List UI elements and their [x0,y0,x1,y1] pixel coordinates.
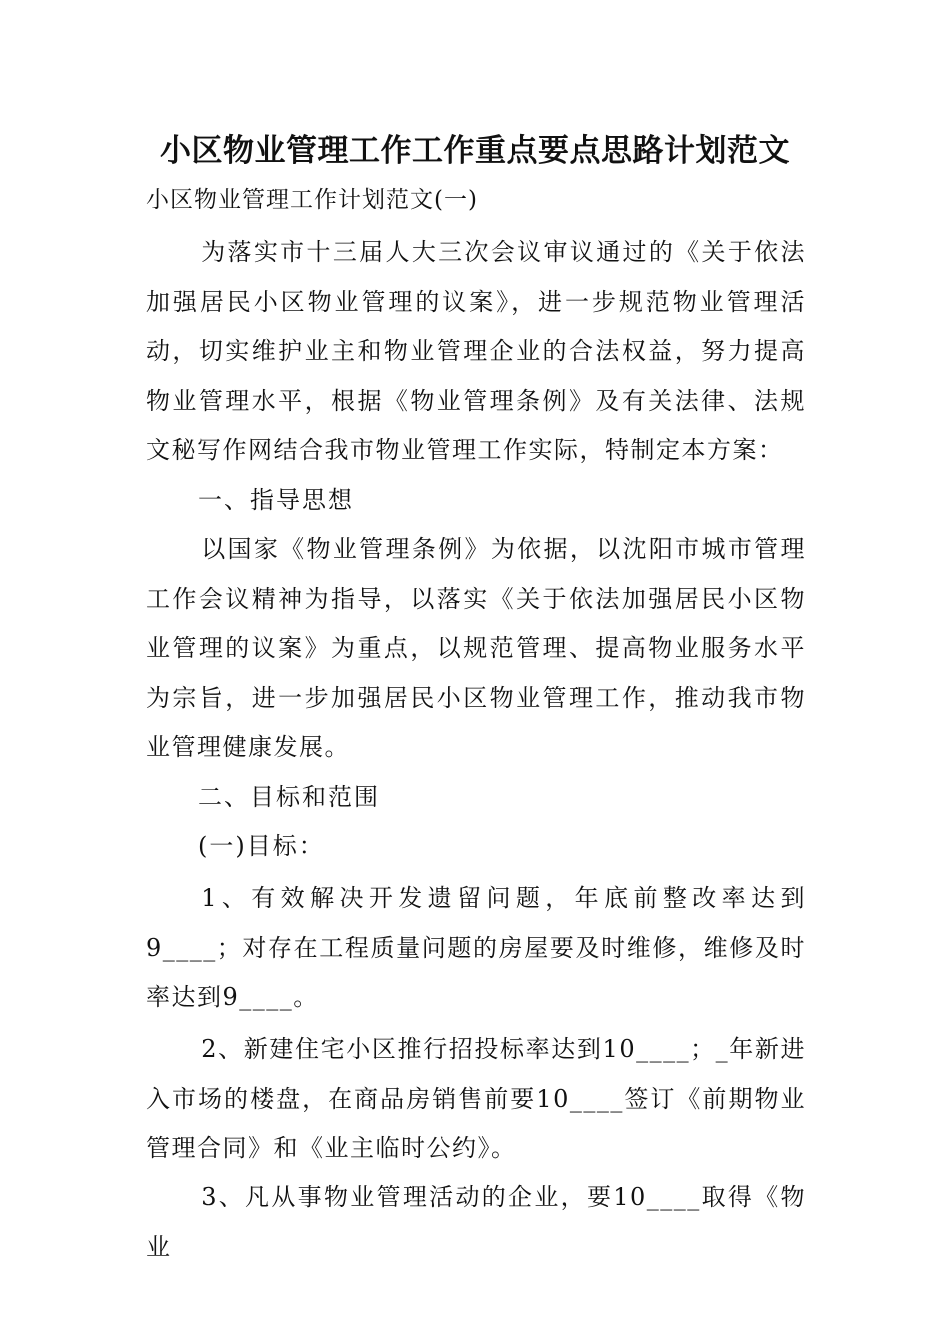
section-heading-goals-scope: 二、目标和范围 [198,783,380,811]
goal-item-2: 2、新建住宅小区推行招投标率达到10____；_年新进入市场的楼盘，在商品房销售前要10____签订《前期物业管理合同》和《业主临时公约》。 [146,1035,806,1163]
goal-item-3: 3、凡从事物业管理活动的企业，要10____取得《物业 [146,1183,806,1261]
subsection-heading-goals: (一)目标： [198,832,325,860]
goal-item-1: 1、有效解决开发遗留问题，年底前整改率达到9____；对存在工程质量问题的房屋要及时维修，维修及时率达到9____。 [146,884,806,1012]
section-heading-guiding-thought: 一、指导思想 [198,486,354,514]
intro-paragraph: 为落实市十三届人大三次会议审议通过的《关于依法加强居民小区物业管理的议案》，进一步规范物业管理活动，切实维护业主和物业管理企业的合法权益，努力提高物业管理水平，根据《物业管理条例》及有关法律、法规文秘写作网结合我市物业管理工作实际，特制定本方案： [146,238,806,465]
document-subtitle: 小区物业管理工作计划范文(一) [146,187,478,213]
guiding-thought-paragraph: 以国家《物业管理条例》为依据，以沈阳市城市管理工作会议精神为指导，以落实《关于依法加强居民小区物业管理的议案》为重点，以规范管理、提高物业服务水平为宗旨，进一步加强居民小区物业管理工作，推动我市物业管理健康发展。 [146,535,806,762]
document-title: 小区物业管理工作工作重点要点思路计划范文 [160,133,790,169]
